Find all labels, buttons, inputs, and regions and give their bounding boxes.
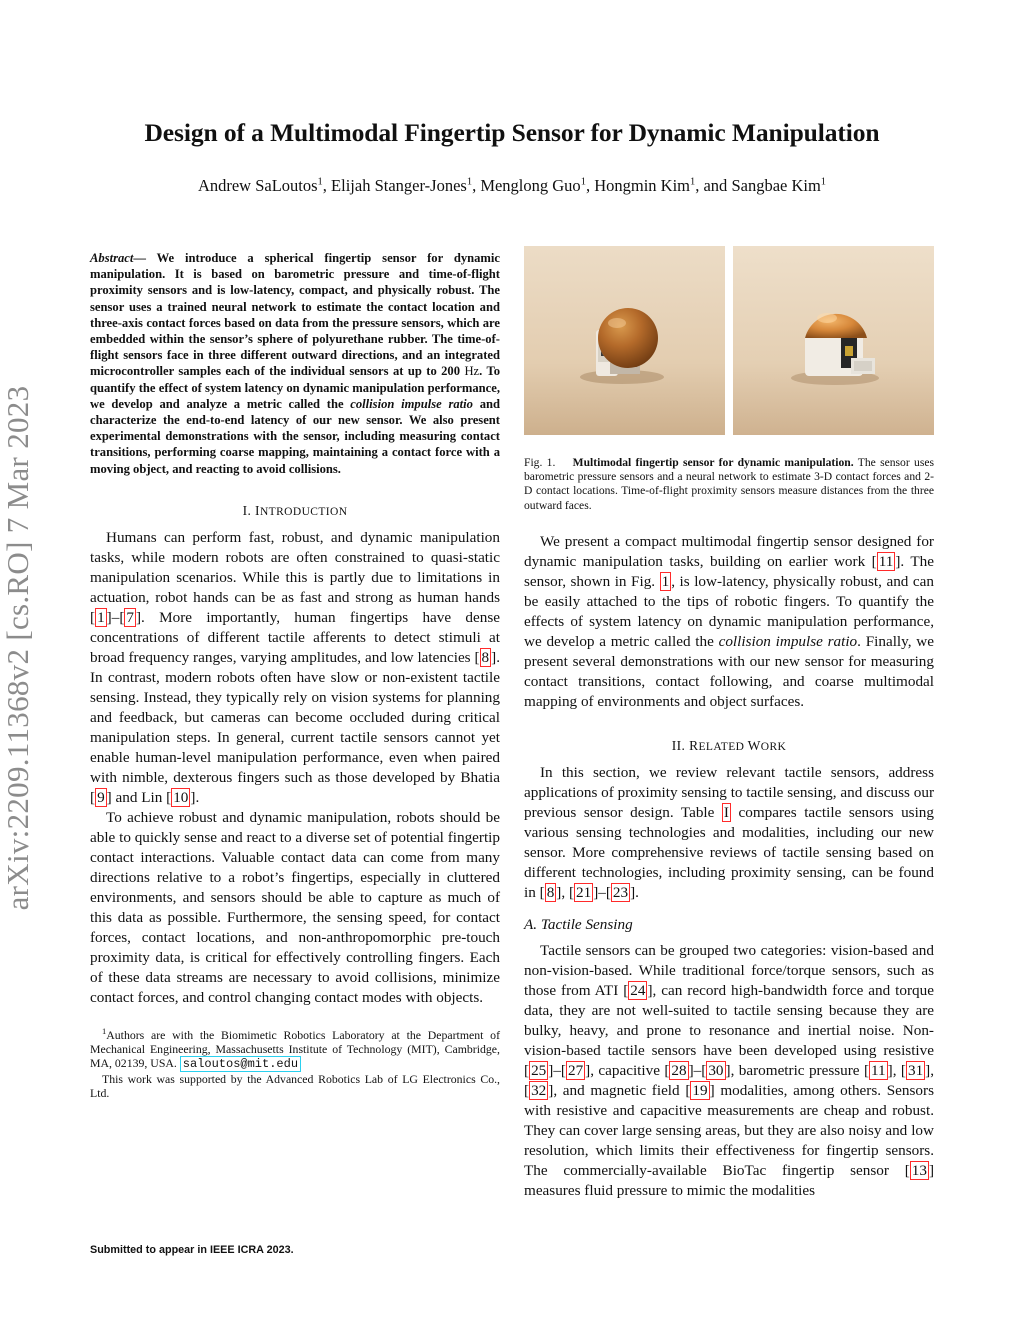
sensor-photo-left bbox=[524, 246, 725, 435]
citation-link[interactable]: 7 bbox=[126, 608, 134, 626]
funding-note: This work was supported by the Advanced Robotics Lab of LG Electronics Co., Ltd. bbox=[90, 1071, 500, 1100]
author-name: Hongmin Kim bbox=[594, 176, 690, 195]
abstract-label: Abstract bbox=[90, 251, 134, 265]
citation-link[interactable]: 9 bbox=[97, 788, 105, 806]
author-name: Menglong Guo bbox=[480, 176, 581, 195]
related-work-paragraph: In this section, we review relevant tactile sensors, address applications of proximity sensing to tactile sensing, and discuss our previous sensor design. Table I compares tactile sensors using various sensing technologies and modalities, including our new sensor. More comprehensive reviews of tactile sensing based on different technologies, including proximity sensing, can be found in [ 8 ], [ 21 ]–[ 23 ]. bbox=[524, 764, 935, 901]
citation-link[interactable]: 30 bbox=[708, 1062, 724, 1079]
figure-label: Fig. 1. bbox=[524, 456, 556, 469]
abstract: Abstract— We introduce a spherical fingertip sensor for dynamic manipulation. It is based on barometric pressure and time-of-flight proximity sensors and is low-latency, compact, and physically robust. The sensor uses a trained neural network to estimate the contact location and three-axis contact forces based on data from the pressure sensors, which are embedded within the sensor’s sphere of polyurethane rubber. The time-of-flight sensors face in three different outward directions, and an integrated microcontroller samples each of the individual sensors at up to 200 Hz. To quantify the effect of system latency on dynamic manipulation performance, we develop and analyze a metric called the collision impulse ratio and characterize the end-to-end latency of our new sensor. We also present experimental demonstrations with the sensor, including measuring contact transitions, performing coarse mapping, maintaining a contact force with a moving object, and reacting to avoid collisions. bbox=[90, 251, 500, 476]
table-ref-link[interactable]: I bbox=[723, 804, 729, 821]
sensor-photo-right bbox=[733, 246, 934, 435]
citation-link[interactable]: 23 bbox=[612, 884, 629, 901]
right-intro-paragraph: We present a compact multimodal fingertip sensor designed for dynamic manipulation tasks, building on earlier work [ 11 ]. The sensor, shown in Fig. 1 , is low-latency, physically robust, and can be easily attached to the tips of robotic fingers. To quantify the effects of system latency on dynamic manipulation performance, we develop a metric called the collision impulse ratio. Finally, we present several demonstrations with our new sensor for measuring contact transitions, contact following, and coarse multimodal mapping of environments and object surfaces. bbox=[524, 533, 935, 710]
unit-hz: Hz bbox=[464, 364, 480, 379]
tactile-sensing-paragraph: Tactile sensors can be grouped two categories: vision-based and non-vision-based. While traditional force/torque sensors, such as those from ATI [ 24 ], can record high-bandwidth force and torque data, they are not well-suited to tactile sensing because they are bulky, heavy, and prone to resonance and inertial noise. Non-vision-based tactile sensors have been developed using resistive [ 25 ]–[ 27 ], capacitive [ 28 ]–[ 30 ], barometric pressure [ 11 ], [ 31 ], [ 32 ], and magnetic field [ 19 ] modalities, among others. Sensors with resistive and capacitive measurements are cheap and robust. They can cover large sensing areas, but they are also noisy and low resolution, which limits their effectiveness for fingertip sensors. The commercially-available BioTac fingertip sensor [ 13 ] measures fluid pressure to mimic the modalities bbox=[524, 942, 935, 1199]
citation-link[interactable]: 28 bbox=[671, 1062, 687, 1079]
citation-link[interactable]: 11 bbox=[871, 1062, 886, 1079]
section-heading-related-work: II. RELATED WORK bbox=[671, 738, 787, 753]
figure-ref-link[interactable]: 1 bbox=[661, 573, 670, 590]
term-collision-impulse-ratio: collision impulse ratio bbox=[350, 396, 473, 411]
author-affiliation-mark: 1 bbox=[466, 176, 473, 188]
author-affiliation-mark: 1 bbox=[689, 176, 696, 188]
author-name: Sangbae Kim bbox=[731, 176, 821, 195]
citation-link[interactable]: 8 bbox=[481, 648, 490, 666]
author-affiliation-mark: 1 bbox=[820, 176, 827, 188]
submission-note: Submitted to appear in IEEE ICRA 2023. bbox=[90, 1244, 294, 1256]
figure-1 bbox=[524, 246, 934, 513]
subsection-heading-tactile-sensing: A. Tactile Sensing bbox=[524, 916, 633, 933]
figure-1-caption: Fig. 1. Multimodal fingertip sensor for dynamic manipulation. The sensor uses barometric pressure sensors and a neural network to estimate 3-D contact forces and 2-D contact locations. Time-of-flight proximity sensors measure distances from the three outward faces. bbox=[524, 456, 934, 512]
section-heading-introduction: I. INTRODUCTION bbox=[242, 502, 348, 518]
citation-link[interactable]: 27 bbox=[567, 1062, 584, 1079]
citation-link[interactable]: 31 bbox=[907, 1062, 924, 1079]
right-column bbox=[524, 532, 934, 1201]
footnote-mark: 1 bbox=[102, 1025, 107, 1036]
term-collision-impulse-ratio: collision impulse ratio bbox=[718, 633, 858, 650]
citation-link[interactable]: 1 bbox=[97, 608, 105, 626]
left-column bbox=[90, 250, 500, 1100]
citation-link[interactable]: 13 bbox=[911, 1162, 927, 1179]
citation-link[interactable]: 11 bbox=[878, 553, 894, 570]
email-link[interactable]: saloutos@mit.edu bbox=[180, 1056, 301, 1072]
citation-link[interactable]: 25 bbox=[531, 1062, 547, 1079]
citation-link[interactable]: 21 bbox=[576, 884, 592, 901]
figure-1-photos bbox=[524, 246, 934, 435]
citation-link[interactable]: 24 bbox=[630, 982, 646, 999]
citation-link[interactable]: 8 bbox=[546, 884, 555, 901]
author-name: Elijah Stanger-Jones bbox=[331, 176, 467, 195]
intro-paragraph-1: Humans can perform fast, robust, and dynamic manipulation tasks, while modern robots are often constrained to quasi-static manipulation scenarios. While this is partly due to limitations in actuation, robot hands can be as fast and strong as human hands [ 1 ]–[ 7 ]. More importantly, human fingertips have dense concentrations of different tactile afferents to detect stimuli at broad frequency ranges, varying amplitudes, and low latencies [ 8 ]. In contrast, modern robots often have slow or non-existent tactile sensing. Instead, they typically rely on vision systems for planning and feedback, but cameras can become occluded during critical manipulation steps. In general, current tactile sensors cannot yet enable human-level manipulation performance, even when paired with nimble, dexterous fingers such as those developed by Bhatia [ 9 ] and Lin [ 10 ]. bbox=[90, 528, 500, 806]
author-list: Andrew SaLoutos$^1$, Elijah Stanger-Jones$^1$, Menglong Guo$^1$, Hongmin Kim$^1$, and Sangbae Kim$^1$ bbox=[197, 176, 827, 195]
arxiv-stamp-text: arXiv:2209.11368v2 [cs.RO] 7 Mar 2023 bbox=[0, 385, 35, 911]
footnote: $^1$Authors are with the Biomimetic Robotics Laboratory at the Department of Mechanical Engineering, Massachusetts Institute of Technology (MIT), Cambridge, MA, 02139, USA. saloutos@mit.edu This work was supported by the Advanced Robotics Lab of LG Electronics Co., Ltd. bbox=[90, 1025, 500, 1100]
citation-link[interactable]: 32 bbox=[531, 1082, 547, 1099]
author-name: Andrew SaLoutos bbox=[197, 176, 318, 195]
author-affiliation-mark: 1 bbox=[580, 176, 586, 188]
intro-paragraph-2: To achieve robust and dynamic manipulation, robots should be able to quickly sense and react to a diverse set of potential fingertip contact interactions. Valuable contact data can come from many directions relative to a robot’s fingertips, especially in cluttered environments, and sensors should be able to capture as much of this data as possible. Furthermore, the sensing speed, for contact forces, contact locations, and non-anthropomorphic pre-touch proximity data, is critical for effectively controlling fingers. Each of these data streams are necessary to avoid collisions, minimize contact forces, and control changing contact modes with objects. bbox=[90, 808, 500, 1006]
citation-link[interactable]: 19 bbox=[692, 1082, 708, 1099]
citation-link[interactable]: 10 bbox=[173, 788, 189, 806]
paper-title: Design of a Multimodal Fingertip Sensor for Dynamic Manipulation bbox=[144, 118, 880, 147]
author-affiliation-mark: 1 bbox=[317, 176, 323, 188]
